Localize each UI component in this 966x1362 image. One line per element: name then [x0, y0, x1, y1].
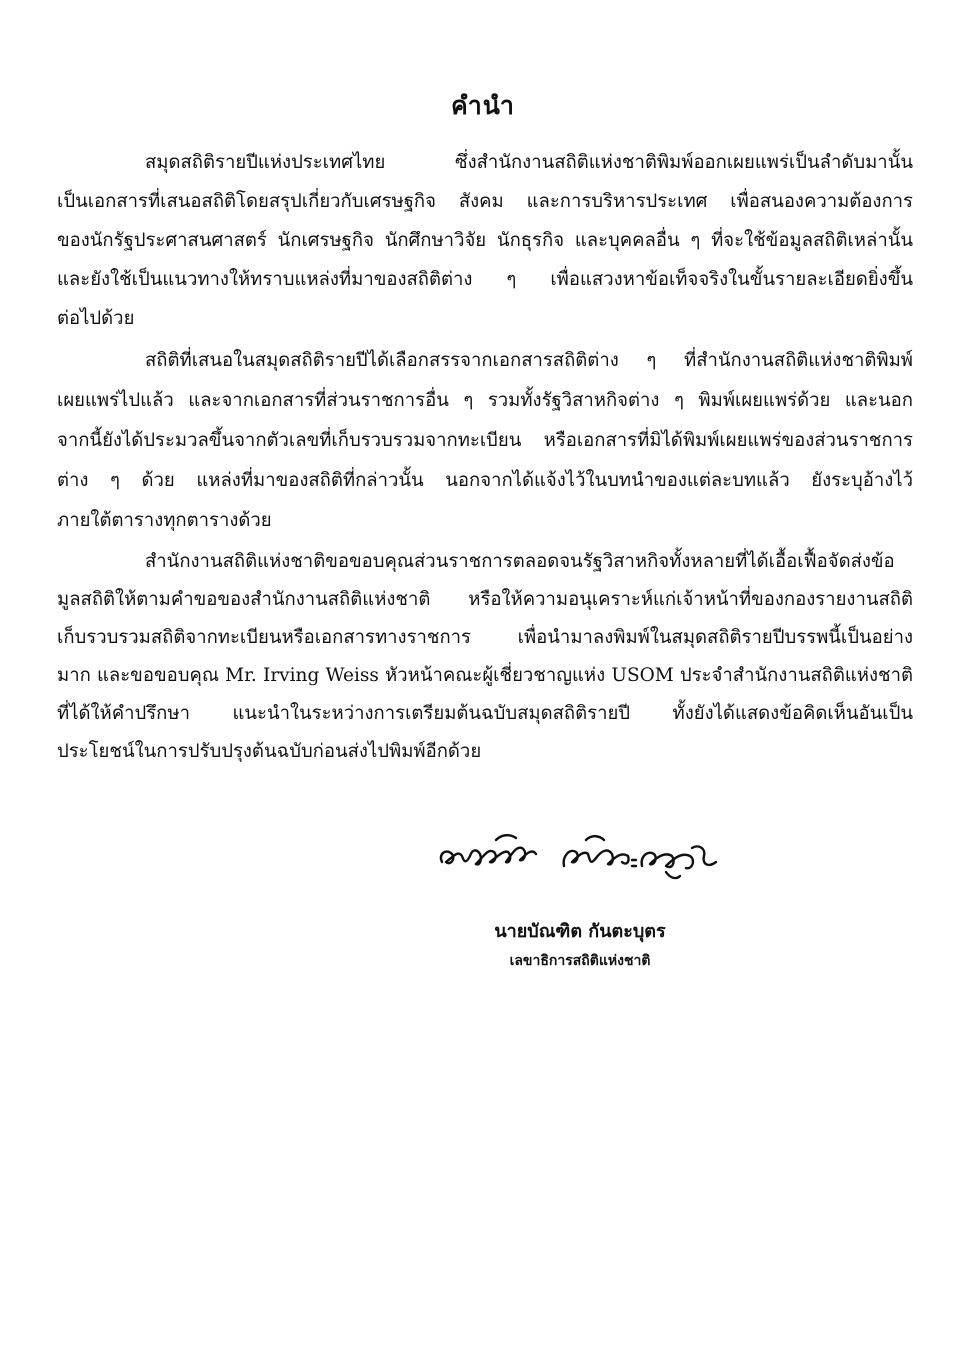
signer-name: นายบัณฑิต กันตะบุตร [494, 921, 666, 942]
paragraph-line: ประโยชน์ในการปรับปรุงต้นฉบับก่อนส่งไปพิมพ์อีกด้วย [57, 741, 482, 762]
paragraph-line: เป็นเอกสารที่เสนอสถิติโดยสรุปเกี่ยวกับเศรษฐกิจ สังคม และการบริหารประเทศ เพื่อสนองความต้องการ [57, 191, 913, 212]
paragraph-line: ภายใต้ตารางทุกตารางด้วย [57, 510, 272, 531]
paragraph-line: ของนักรัฐประศาสนศาสตร์ นักเศรษฐกิจ นักศึกษาวิจัย นักธุรกิจ และบุคคลอื่น ๆ ที่จะใช้ข้อมูลสถิติเหล่านั้น [57, 230, 913, 251]
paragraph-line: เก็บรวบรวมสถิติจากทะเบียนหรือเอกสารทางราชการ เพื่อนำมาลงพิมพ์ในสมุดสถิติรายปีบรรพนี้เป็นอย่าง [57, 627, 913, 648]
paragraph-line: ต่าง ๆ ด้วย แหล่งที่มาของสถิติที่กล่าวนั้น นอกจากได้แจ้งไว้ในบทนำของแต่ละบทแล้ว ยังระบุอ้างไว้ [57, 470, 913, 491]
paragraph-line: มาก และขอขอบคุณ Mr. Irving Weiss หัวหน้าคณะผู้เชี่ยวชาญแห่ง USOM ประจำสำนักงานสถิติแห่งชาติ [57, 665, 913, 686]
page-title: คำนำ [451, 91, 515, 120]
signer-position: เลขาธิการสถิติแห่งชาติ [509, 953, 651, 969]
paragraph-line: สำนักงานสถิติแห่งชาติขอขอบคุณส่วนราชการตลอดจนรัฐวิสาหกิจทั้งหลายที่ได้เอื้อเฟื้อจัดส่งข้อ [145, 551, 895, 572]
paragraph-line: มูลสถิติให้ตามคำขอของสำนักงานสถิติแห่งชาติ หรือให้ความอนุเคราะห์แก่เจ้าหน้าที่ของกองรายงานสถิติ [57, 589, 913, 610]
paragraph-line: สถิติที่เสนอในสมุดสถิติรายปีได้เลือกสรรจากเอกสารสถิติต่าง ๆ ที่สำนักงานสถิติแห่งชาติพิมพ์ [145, 350, 913, 371]
handwritten-signature [436, 826, 726, 886]
paragraph-line: และยังใช้เป็นแนวทางให้ทราบแหล่งที่มาของสถิติต่าง ๆ เพื่อแสวงหาข้อเท็จจริงในขั้นรายละเอียดยิ่งขึ้น [57, 269, 913, 290]
paragraph-line: ที่ได้ให้คำปรึกษา แนะนำในระหว่างการเตรียมต้นฉบับสมุดสถิติรายปี ทั้งยังได้แสดงข้อคิดเห็นอันเป็น [57, 703, 913, 724]
paragraph-line: จากนี้ยังได้ประมวลขึ้นจากตัวเลขที่เก็บรวบรวมจากทะเบียน หรือเอกสารที่มิได้พิมพ์เผยแพร่ของส่วนราชการ [57, 430, 913, 451]
paragraph-line: เผยแพร่ไปแล้ว และจากเอกสารที่ส่วนราชการอื่น ๆ รวมทั้งรัฐวิสาหกิจต่าง ๆ พิมพ์เผยแพร่ด้วย และนอก [57, 390, 913, 411]
paragraph-line: ต่อไปด้วย [57, 308, 135, 329]
paragraph-line: สมุดสถิติรายปีแห่งประเทศไทย ซึ่งสำนักงานสถิติแห่งชาติพิมพ์ออกเผยแพร่เป็นลำดับมานั้น [145, 152, 913, 173]
